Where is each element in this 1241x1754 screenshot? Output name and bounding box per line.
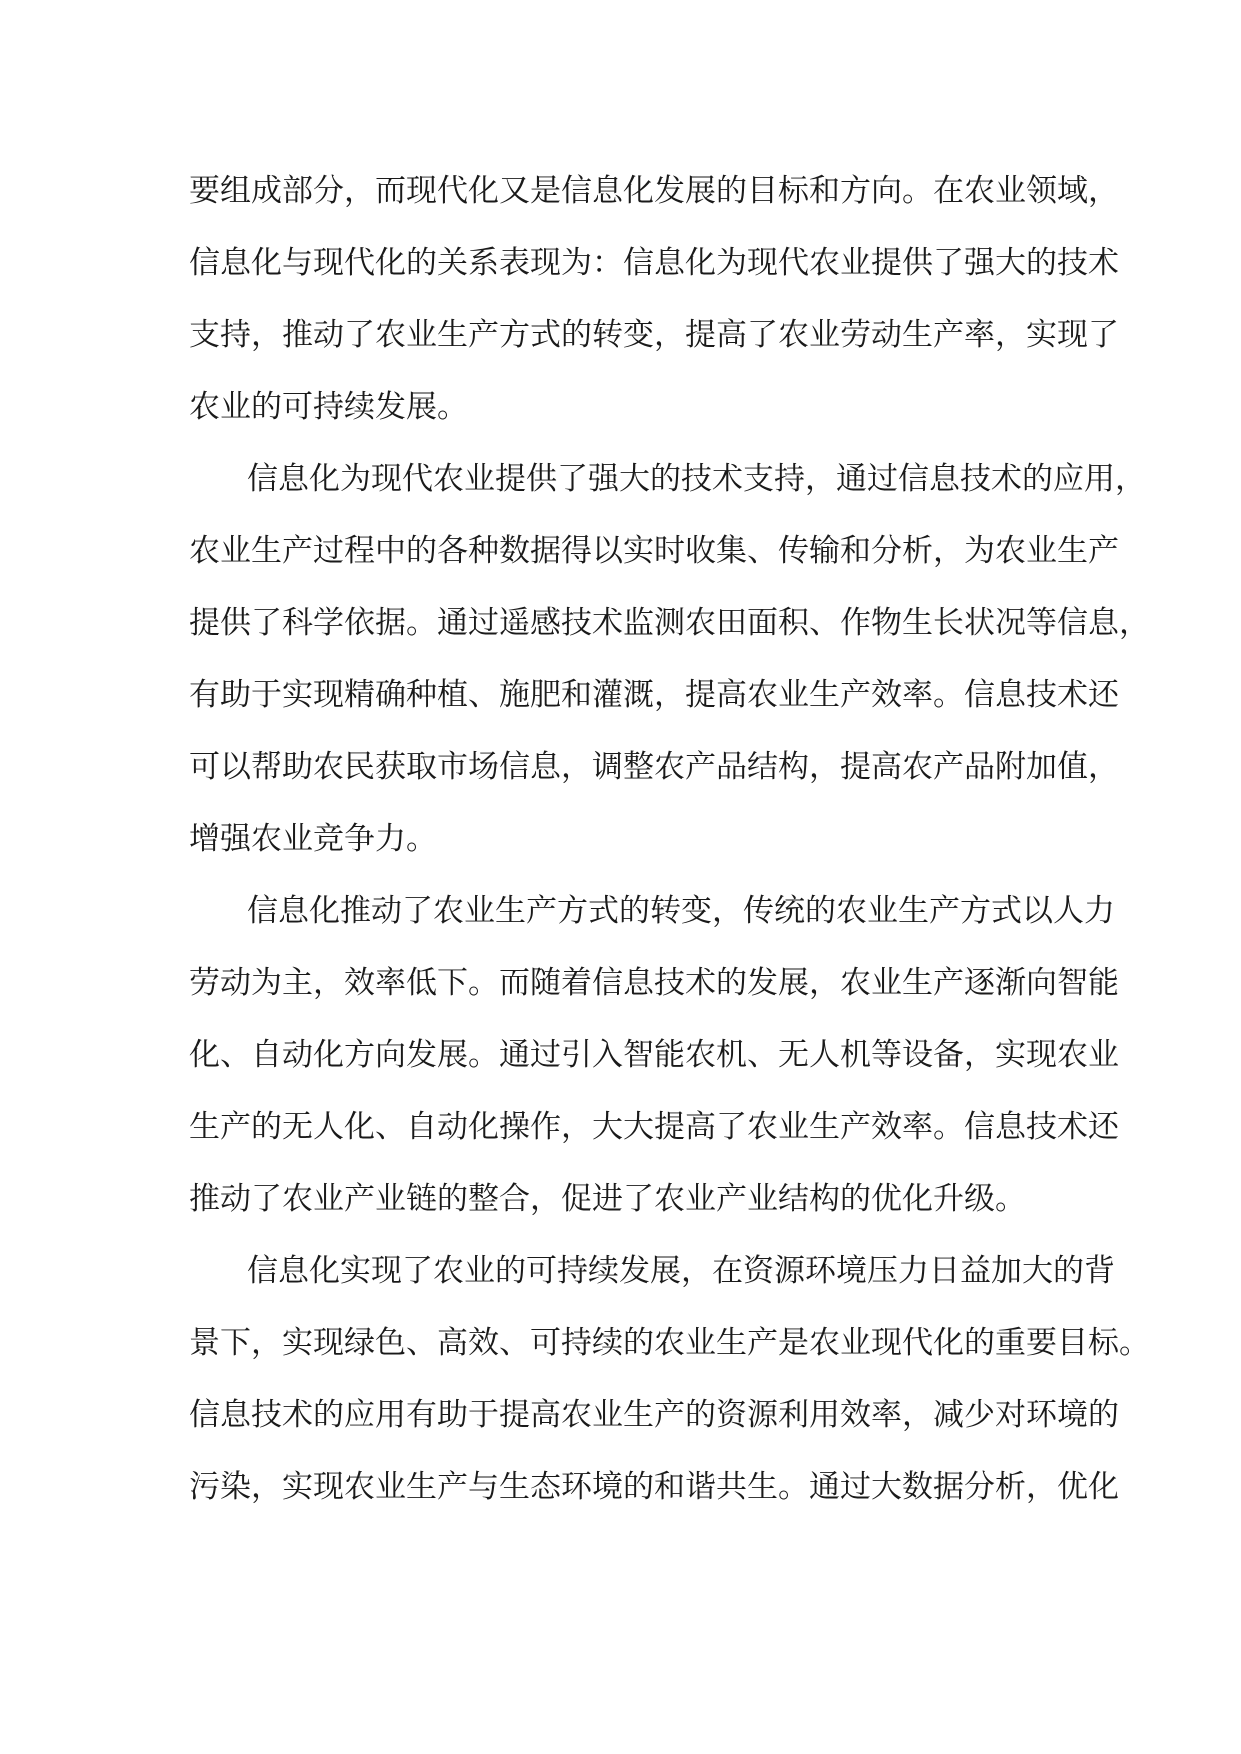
paragraph-first-line: 信息化实现了农业的可持续发展，在资源环境压力日益加大的背 [247,1253,1115,1289]
text-line: 信息技术的应用有助于提高农业生产的资源利用效率，减少对环境的 [189,1397,1119,1433]
text-line: 劳动为主，效率低下。而随着信息技术的发展，农业生产逐渐向智能 [189,965,1119,1001]
text-line: 信息化与现代化的关系表现为：信息化为现代农业提供了强大的技术 [189,245,1119,281]
text-line: 支持，推动了农业生产方式的转变，提高了农业劳动生产率，实现了 [189,317,1119,353]
text-line: 化、自动化方向发展。通过引入智能农机、无人机等设备，实现农业 [189,1037,1119,1073]
text-line: 可以帮助农民获取市场信息，调整农产品结构，提高农产品附加值， [189,749,1119,785]
text-line: 增强农业竞争力。 [189,821,437,857]
paragraph-first-line: 信息化为现代农业提供了强大的技术支持，通过信息技术的应用， [247,461,1146,497]
text-line: 要组成部分，而现代化又是信息化发展的目标和方向。在农业领域， [189,173,1119,209]
text-line: 推动了农业产业链的整合，促进了农业产业结构的优化升级。 [189,1181,1026,1217]
text-line: 提供了科学依据。通过遥感技术监测农田面积、作物生长状况等信息， [189,605,1150,641]
body-text [189,155,1150,1523]
text-line: 农业生产过程中的各种数据得以实时收集、传输和分析，为农业生产 [189,533,1119,569]
text-line: 污染，实现农业生产与生态环境的和谐共生。通过大数据分析，优化 [189,1469,1119,1505]
text-line: 农业的可持续发展。 [189,389,468,425]
paragraph-first-line: 信息化推动了农业生产方式的转变，传统的农业生产方式以人力 [247,893,1115,929]
text-line: 景下，实现绿色、高效、可持续的农业生产是农业现代化的重要目标。 [189,1325,1150,1361]
text-line: 有助于实现精确种植、施肥和灌溉，提高农业生产效率。信息技术还 [189,677,1119,713]
text-line: 生产的无人化、自动化操作，大大提高了农业生产效率。信息技术还 [189,1109,1119,1145]
